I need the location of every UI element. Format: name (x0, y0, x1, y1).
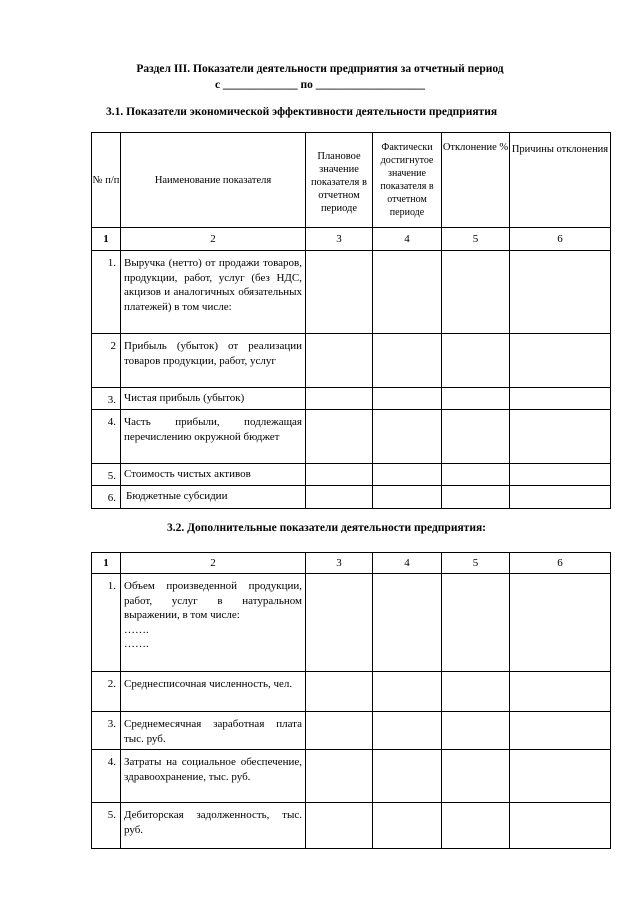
deviation-cell[interactable] (442, 464, 510, 486)
row-number: 1. (92, 574, 121, 672)
column-number: 3 (306, 553, 373, 574)
table-row (92, 464, 611, 486)
row-number: 4. (92, 410, 121, 464)
planned-value-cell[interactable] (306, 574, 373, 672)
planned-value-cell[interactable] (306, 803, 373, 849)
row-number: 3. (92, 388, 121, 410)
deviation-cell[interactable] (442, 574, 510, 672)
reasons-cell[interactable] (510, 251, 611, 334)
planned-value-cell[interactable] (306, 712, 373, 750)
table-row (92, 712, 611, 750)
planned-value-cell[interactable] (306, 486, 373, 509)
planned-value-cell[interactable] (306, 410, 373, 464)
row-number: 2. (92, 672, 121, 712)
deviation-cell[interactable] (442, 750, 510, 803)
table-row (92, 574, 611, 672)
column-numbers-row (92, 553, 611, 574)
deviation-cell[interactable] (442, 388, 510, 410)
column-number: 2 (121, 228, 306, 251)
row-name-text: Объем произведенной продукции, работ, услуг в натуральном выражении, в том числе: (124, 580, 302, 621)
table-row (92, 803, 611, 849)
actual-value-cell[interactable] (373, 750, 442, 803)
row-name: Среднесписочная численность, чел. (121, 672, 306, 712)
row-name (121, 574, 306, 672)
table-row (92, 750, 611, 803)
deviation-cell[interactable] (442, 672, 510, 712)
table-row (92, 410, 611, 464)
actual-value-cell[interactable] (373, 388, 442, 410)
table-row (92, 388, 611, 410)
row-name: Стоимость чистых активов (121, 464, 306, 486)
row-number: 5. (92, 464, 121, 486)
column-number: 1 (92, 228, 121, 251)
additional-indicators-table (91, 552, 611, 849)
row-number: 3. (92, 712, 121, 750)
deviation-cell[interactable] (442, 334, 510, 388)
actual-value-cell[interactable] (373, 251, 442, 334)
row-name: Чистая прибыль (убыток) (121, 388, 306, 410)
actual-value-cell[interactable] (373, 803, 442, 849)
table-row (92, 486, 611, 509)
row-number: 4. (92, 750, 121, 803)
planned-value-cell[interactable] (306, 750, 373, 803)
actual-value-cell[interactable] (373, 464, 442, 486)
column-number: 6 (510, 228, 611, 251)
actual-value-cell[interactable] (373, 712, 442, 750)
row-name: Часть прибыли, подлежащая перечислению окружной бюджет (121, 410, 306, 464)
row-name: Прибыль (убыток) от реализации товаров продукции, работ, услуг (121, 334, 306, 388)
actual-value-cell[interactable] (373, 410, 442, 464)
planned-value-cell[interactable] (306, 672, 373, 712)
column-number: 6 (510, 553, 611, 574)
reasons-cell[interactable] (510, 410, 611, 464)
column-number: 1 (92, 553, 121, 574)
actual-value-cell[interactable] (373, 574, 442, 672)
actual-value-cell[interactable] (373, 334, 442, 388)
reasons-cell[interactable] (510, 388, 611, 410)
column-number: 4 (373, 228, 442, 251)
row-number: 1. (92, 251, 121, 334)
reasons-cell[interactable] (510, 803, 611, 849)
deviation-cell[interactable] (442, 712, 510, 750)
reporting-period: с _____________ по ___________________ (214, 79, 426, 91)
reasons-cell[interactable] (510, 672, 611, 712)
actual-value-cell[interactable] (373, 486, 442, 509)
deviation-cell[interactable] (442, 486, 510, 509)
column-number: 4 (373, 553, 442, 574)
row-number: 2 (92, 334, 121, 388)
column-header-name: Наименование показателя (121, 133, 306, 228)
placeholder-dots: ……. (124, 638, 149, 650)
reasons-cell[interactable] (510, 334, 611, 388)
row-name: Дебиторская задолженность, тыс. руб. (121, 803, 306, 849)
column-header-planned: Плановое значение показателя в отчетном периоде (306, 133, 373, 228)
planned-value-cell[interactable] (306, 464, 373, 486)
section-3-1-title: 3.1. Показатели экономической эффективности деятельности предприятия (106, 106, 498, 118)
reasons-cell[interactable] (510, 750, 611, 803)
deviation-cell[interactable] (442, 803, 510, 849)
actual-value-cell[interactable] (373, 672, 442, 712)
reasons-cell[interactable] (510, 486, 611, 509)
column-number: 5 (442, 553, 510, 574)
column-header-number: № п/п (92, 133, 121, 228)
table-row (92, 672, 611, 712)
column-number: 3 (306, 228, 373, 251)
section-3-2-title: 3.2. Дополнительные показатели деятельности предприятия: (167, 522, 486, 534)
column-header-reasons: Причины отклонения (510, 133, 611, 228)
row-number: 6. (92, 486, 121, 509)
table-row (92, 251, 611, 334)
row-name: Выручка (нетто) от продажи товаров, продукции, работ, услуг (без НДС, акцизов и аналогичных обязательных платежей) в том числе: (121, 251, 306, 334)
row-name: Среднемесячная заработная плата тыс. руб. (121, 712, 306, 750)
planned-value-cell[interactable] (306, 251, 373, 334)
column-numbers-row (92, 228, 611, 251)
placeholder-dots: ……. (124, 623, 149, 636)
row-name: Затраты на социальное обеспечение, здравоохранение, тыс. руб. (121, 750, 306, 803)
reasons-cell[interactable] (510, 464, 611, 486)
table-header-row (92, 133, 611, 228)
planned-value-cell[interactable] (306, 334, 373, 388)
page-title: Раздел III. Показатели деятельности предприятия за отчетный период (136, 63, 504, 75)
planned-value-cell[interactable] (306, 388, 373, 410)
table-row (92, 334, 611, 388)
reasons-cell[interactable] (510, 574, 611, 672)
row-name: Бюджетные субсидии (121, 486, 306, 509)
column-number: 5 (442, 228, 510, 251)
column-header-actual: Фактически достигнутое значение показателя в отчетном периоде (373, 133, 442, 228)
deviation-cell[interactable] (442, 251, 510, 334)
column-header-deviation: Отклонение % (442, 133, 510, 228)
column-number: 2 (121, 553, 306, 574)
row-number: 5. (92, 803, 121, 849)
deviation-cell[interactable] (442, 410, 510, 464)
economic-efficiency-table (91, 132, 611, 509)
reasons-cell[interactable] (510, 712, 611, 750)
